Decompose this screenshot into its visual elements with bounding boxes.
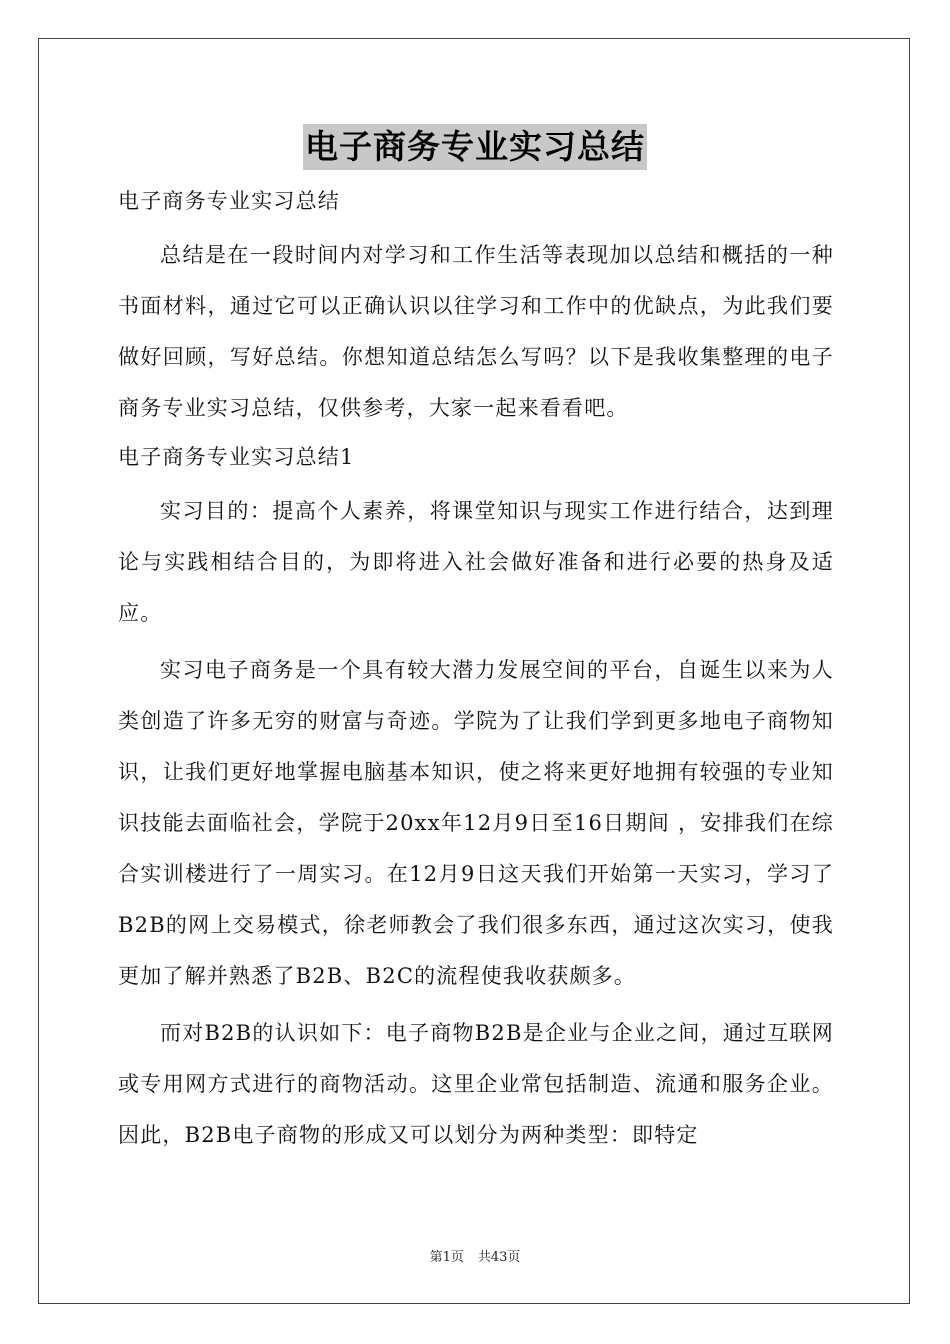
intro-paragraph: 总结是在一段时间内对学习和工作生活等表现加以总结和概括的一种书面材料，通过它可以正确认识以往学习和工作中的优缺点，为此我们要做好回顾，写好总结。你想知道总结怎么写吗？以下是我收集整理的电子商务专业实习总结，仅供参考，大家一起来看看吧。 <box>118 243 834 420</box>
section-heading: 电子商务专业实习总结1 <box>118 445 355 469</box>
body-paragraph: 实习电子商务是一个具有较大潜力发展空间的平台，自诞生以来为人类创造了许多无穷的财富与奇迹。学院为了让我们学到更多地电子商物知识，让我们更好地掌握电脑基本知识，使之将来更好地拥有较强的专业知识技能去面临社会，学院于20xx年12月9日至16日期间 ，安排我们在综合实训楼进行了一周实习。在12月9日这天我们开始第一天实习，学习了B2B的网上交易模式，徐老师教会了我们很多东西，通过这次实习，使我更加了解并熟悉了B2B、B2C的流程使我收获颇多。 <box>118 658 834 988</box>
document-title: 电子商务专业实习总结 <box>303 124 647 170</box>
title-container <box>0 124 950 170</box>
page-number: 第1页 <box>429 1250 464 1265</box>
document-body <box>118 178 834 1161</box>
page-footer <box>0 1246 950 1265</box>
document-subtitle: 电子商务专业实习总结 <box>118 189 340 213</box>
body-paragraph: 实习目的：提高个人素养，将课堂知识与现实工作进行结合，达到理论与实践相结合目的，为即将进入社会做好准备和进行必要的热身及适应。 <box>118 499 834 625</box>
body-paragraph: 而对B2B的认识如下：电子商物B2B是企业与企业之间，通过互联网或专用网方式进行的商物活动。这里企业常包括制造、流通和服务企业。因此，B2B电子商物的形成又可以划分为两种类型：即特定 <box>118 1021 834 1147</box>
page-total: 共43页 <box>477 1250 521 1265</box>
